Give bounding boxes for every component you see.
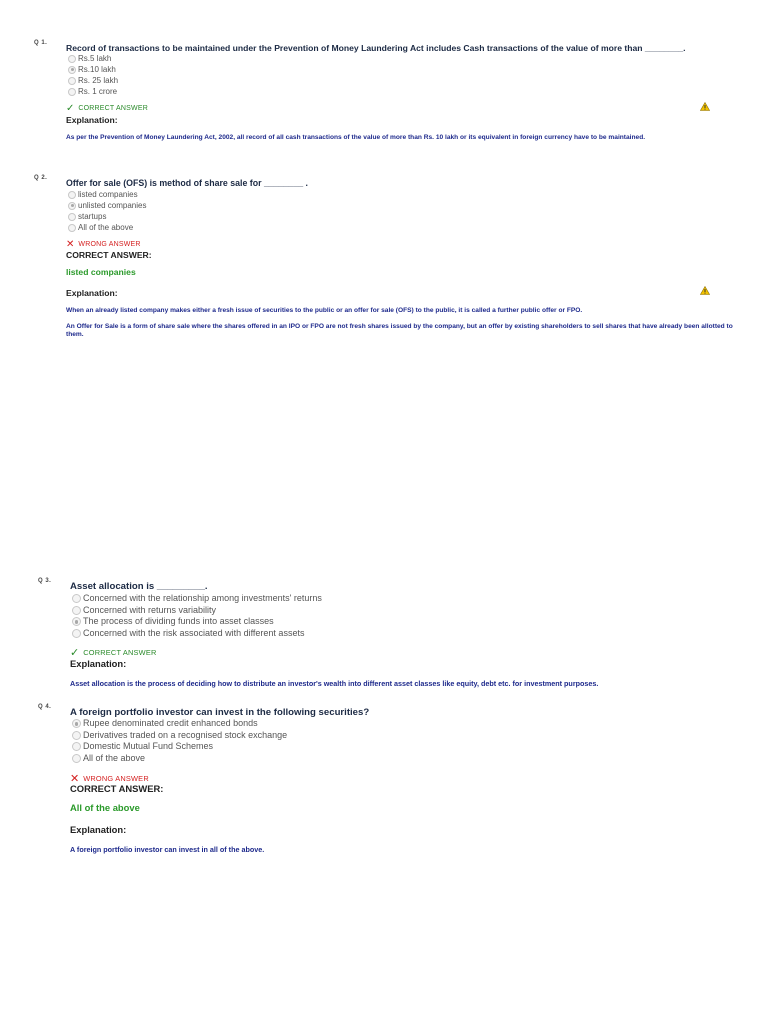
explanation-text: A foreign portfolio investor can invest in all of the above. xyxy=(70,845,265,854)
options-list xyxy=(72,718,287,764)
radio-button[interactable] xyxy=(68,224,76,232)
option-label: Rs. 25 lakh xyxy=(78,76,119,85)
check-icon: ✓ xyxy=(66,103,75,114)
explanation-text: As per the Prevention of Money Laundering Act, 2002, all record of all cash transactions of the value of more than Rs. 10 lakh or its equivalent in foreign currency have to be maintained. xyxy=(66,134,646,141)
option-label: Concerned with the relationship among investments' returns xyxy=(83,593,322,603)
option-label: The process of dividing funds into asset classes xyxy=(83,616,274,626)
option-label: unlisted companies xyxy=(78,201,147,210)
option-label: Rs.10 lakh xyxy=(78,65,116,74)
radio-button[interactable] xyxy=(72,754,81,763)
question-number: Q 1. xyxy=(34,40,48,46)
option-label: Rs. 1 crore xyxy=(78,87,118,96)
question-text: Record of transactions to be maintained under the Prevention of Money Laundering Act includes Cash transactions of the value of more than ________. xyxy=(66,43,686,53)
option-label: Concerned with the risk associated with different assets xyxy=(83,627,305,638)
option-4[interactable] xyxy=(68,86,118,97)
correct-answer-value: listed companies xyxy=(66,267,136,277)
option-label: All of the above xyxy=(83,752,146,763)
radio-button[interactable] xyxy=(68,191,76,199)
options-list xyxy=(72,593,322,639)
option-1[interactable] xyxy=(72,593,322,605)
explanation-label: Explanation: xyxy=(70,658,127,669)
explanation-label: Explanation: xyxy=(70,824,127,835)
option-2[interactable] xyxy=(72,730,287,742)
option-2[interactable] xyxy=(72,605,322,617)
radio-button[interactable] xyxy=(72,719,81,728)
check-icon: ✓ xyxy=(70,647,80,659)
option-1[interactable] xyxy=(68,53,118,64)
status-badge: ✓ CORRECT ANSWER xyxy=(66,103,148,114)
correct-answer-label: CORRECT ANSWER: xyxy=(66,250,152,260)
option-4[interactable] xyxy=(68,222,146,233)
question-text: A foreign portfolio investor can invest in the following securities? xyxy=(70,707,370,718)
option-label: All of the above xyxy=(78,223,134,232)
radio-button[interactable] xyxy=(68,77,76,85)
warning-icon[interactable] xyxy=(700,102,710,111)
radio-button[interactable] xyxy=(72,731,81,740)
option-1[interactable] xyxy=(72,718,287,730)
explanation-label: Explanation: xyxy=(66,115,118,125)
warning-icon[interactable] xyxy=(700,286,710,295)
question-number: Q 4. xyxy=(38,704,52,710)
option-label: Concerned with returns variability xyxy=(83,604,217,615)
option-3[interactable] xyxy=(68,211,146,222)
options-list xyxy=(68,189,146,233)
radio-button[interactable] xyxy=(68,55,76,63)
option-1[interactable] xyxy=(68,189,146,200)
radio-button[interactable] xyxy=(68,66,76,74)
status-badge: ✓ CORRECT ANSWER xyxy=(70,647,157,659)
radio-button[interactable] xyxy=(72,742,81,751)
option-4[interactable] xyxy=(72,753,287,765)
question-text: Offer for sale (OFS) is method of share sale for ________ . xyxy=(66,178,309,188)
radio-button[interactable] xyxy=(68,202,76,210)
radio-button[interactable] xyxy=(68,88,76,96)
option-label: Rupee denominated credit enhanced bonds xyxy=(83,718,258,728)
option-label: Rs.5 lakh xyxy=(78,54,112,63)
explanation-text: When an already listed company makes either a fresh issue of securities to the public or an offer for sale (OFS) to the public, it is called a further public offer or FPO. xyxy=(66,307,583,314)
radio-button[interactable] xyxy=(72,617,81,626)
question-number: Q 3. xyxy=(38,578,52,584)
explanation-text: An Offer for Sale is a form of share sale where the shares offered in an IPO or FPO are not fresh shares issued by the company, but an offer by existing shareholders to sell shares that have already been allotted to them. xyxy=(66,323,733,339)
status-badge: ✕ WRONG ANSWER xyxy=(66,239,141,250)
explanation-label: Explanation: xyxy=(66,288,118,298)
option-label: Domestic Mutual Fund Schemes xyxy=(83,741,214,751)
option-label: Derivatives traded on a recognised stock exchange xyxy=(83,729,288,740)
radio-button[interactable] xyxy=(72,629,81,638)
option-3[interactable] xyxy=(72,616,322,628)
option-3[interactable] xyxy=(72,741,287,753)
option-3[interactable] xyxy=(68,75,118,86)
options-list xyxy=(68,53,118,97)
question-number: Q 2. xyxy=(34,175,48,181)
option-4[interactable] xyxy=(72,628,322,640)
cross-icon: ✕ xyxy=(70,773,80,785)
option-label: listed companies xyxy=(78,190,138,199)
explanation-text: Asset allocation is the process of deciding how to distribute an investor's wealth into different asset classes like equity, debt etc. for investment purposes. xyxy=(70,679,599,688)
cross-icon: ✕ xyxy=(66,239,75,250)
question-text: Asset allocation is _________. xyxy=(70,581,208,592)
option-2[interactable] xyxy=(68,64,118,75)
radio-button[interactable] xyxy=(72,594,81,603)
radio-button[interactable] xyxy=(68,213,76,221)
radio-button[interactable] xyxy=(72,606,81,615)
correct-answer-label: CORRECT ANSWER: xyxy=(70,783,164,794)
option-2[interactable] xyxy=(68,200,146,211)
status-badge: ✕ WRONG ANSWER xyxy=(70,773,149,785)
option-label: startups xyxy=(78,212,107,221)
correct-answer-value: All of the above xyxy=(70,802,140,813)
